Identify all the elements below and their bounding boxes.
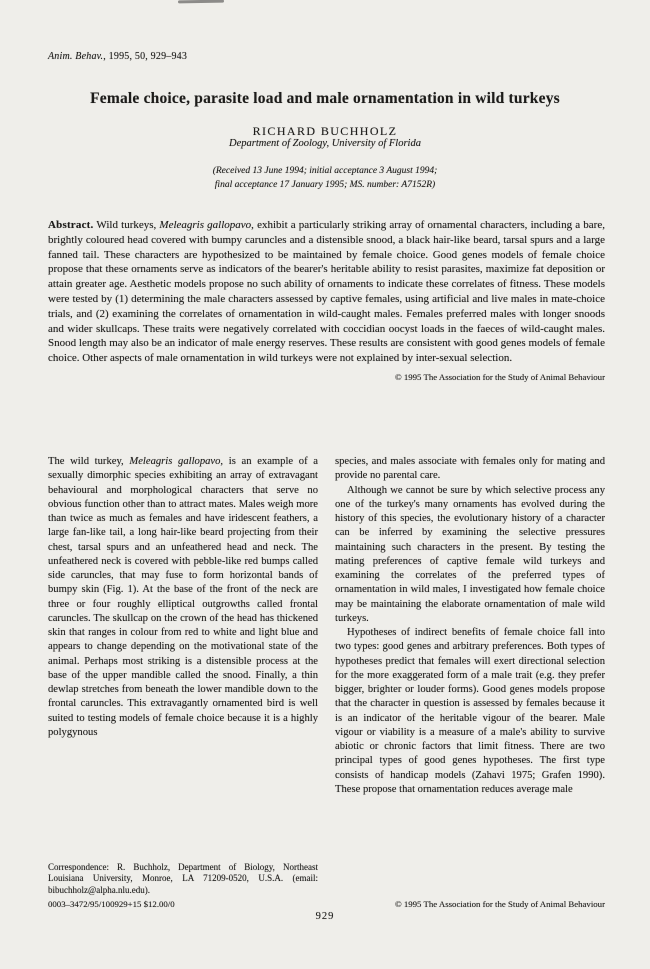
journal-reference (48, 51, 187, 62)
scan-artifact (178, 0, 224, 3)
footer-copyright: © 1995 The Association for the Study of Animal Behaviour (394, 899, 605, 909)
two-column-body (48, 455, 605, 897)
journal-citation-detail: , 1995, 50, 929–943 (103, 51, 188, 62)
body-paragraph-intro (48, 455, 318, 740)
abstract (48, 218, 605, 381)
body-paragraph-hypotheses: Hypotheses of indirect benefits of female choice fall into two types: good genes and arbitrary preferences. Both types of hypotheses predict that females will exert directional selection for the more exaggerated form of a male trait (e.g. they prefer bigger, brighter or louder forms). Good genes models propose that the character in question is assessed by females because it is an indicator of the heritable vigour of the bearer. Male vigour or viability is a measure of a male's ability to survive abiotic or chronic factors that limit fitness. There are two principal types of good genes hypotheses. The first type consists of handicap models (Zahavi 1975; Grafen 1990). These propose that ornamentation reduces average male (335, 627, 605, 795)
page-footer (48, 899, 605, 909)
correspondence-footnote: Correspondence: R. Buchholz, Department of Biology, Northeast Louisiana University, Monroe, LA 71209-0520, U.S.A. (email: bibuchholz@alpha.nlu.edu). (48, 861, 318, 896)
intro-after-species: , is an example of a sexually dimorphic species exhibiting an array of extravagant behavioural and morphological characters that serve no obvious function other than to attract mates. Males weigh more than twice as much as females and have iridescent feathers, a large fan-like tail, a long hair-like beard projecting from their chest, tarsal spurs and an unfeathered head and neck. The unfeathered neck is covered with pebble-like red bumps called side caruncles, that may fuse to form horizontal bands of bumpy skin (Fig. 1). At the base of the front of the neck are three or four roughly elliptical outgrowths called frontal caruncles. The skullcap on the crown of the head has thickened skin that ranges in colour from red to white and light blue and appears to change depending on the motivational state of the animal. Perhaps most striking is a distensible process at the base of the upper mandible called the snood. Finally, a thin dewlap stretches from beneath the lower mandible down to the frontal caruncles. This extravagantly ornamented bird is well suited to testing models of female choice because it is a highly polygynous (48, 456, 318, 738)
page-title: Female choice, parasite load and male ornamentation in wild turkeys (90, 90, 560, 107)
right-column (335, 455, 605, 897)
abstract-text-before-species: Wild turkeys, (93, 219, 160, 231)
abstract-copyright: © 1995 The Association for the Study of Animal Behaviour (394, 371, 605, 382)
left-column (48, 455, 318, 897)
received-line-1: (Received 13 June 1994; initial acceptance 3 August 1994; (212, 166, 438, 176)
issn-code: 0003–3472/95/100929+15 $12.00/0 (48, 899, 175, 909)
body-paragraph-continuation: species, and males associate with females only for mating and provide no parental care. (335, 456, 605, 482)
page-number: 929 (315, 911, 335, 922)
species-name: Meleagris gallopavo (129, 456, 221, 467)
body-paragraph-selective-process: Although we cannot be sure by which selective process any one of the turkey's many ornaments has evolved during the history of this species, the evolutionary history of a character can be inferred by examining the selective pressures maintaining such characters in the present. By testing the mating preferences of captive female wild turkeys and examining the correlates of the preferred types of ornamentation in wild males, I investigated how female choice may be maintaining the elaborate ornamentation of male wild turkeys. (335, 484, 605, 624)
author-affiliation: Department of Zoology, University of Florida (229, 138, 421, 149)
intro-before-species: The wild turkey, (48, 456, 130, 467)
received-line-2: final acceptance 17 January 1995; MS. number: A7152R) (214, 179, 436, 190)
species-name: Meleagris gallopavo (159, 219, 252, 231)
abstract-label: Abstract. (48, 219, 94, 231)
abstract-text-after-species: , exhibit a particularly striking array of ornamental characters, including a bare, brightly coloured head covered with bumpy caruncles and a distensible snood, a black hair-like beard, tarsal spurs and a large fanned tail. These characters are hypothesized to be maintained by female choice. Good genes models of female choice propose that these ornaments serve as indicators of the bearer's heritable ability to resist parasites, maximize fat deposition or attain greater age. Aesthetic models propose no such ability of ornaments to indicate these correlates of fitness. These models were tested by (1) determining the male characters assessed by captive females, using artificial and live males in mate-choice trials, and (2) examining the correlates of ornamentation in wild-caught males. Females preferred males with longer snoods and wider skullcaps. These traits were negatively correlated with coccidian oocyst loads in the faeces of wild-caught males. Snood length may also be an indicator of male energy reserves. These results are consistent with good genes models of female choice. Other aspects of male ornamentation in wild turkeys were not explained by inter-sexual selection. (48, 219, 605, 365)
author-name: RICHARD BUCHHOLZ (252, 124, 398, 138)
journal-name: Anim. Behav. (48, 51, 104, 62)
received-dates (0, 165, 650, 192)
